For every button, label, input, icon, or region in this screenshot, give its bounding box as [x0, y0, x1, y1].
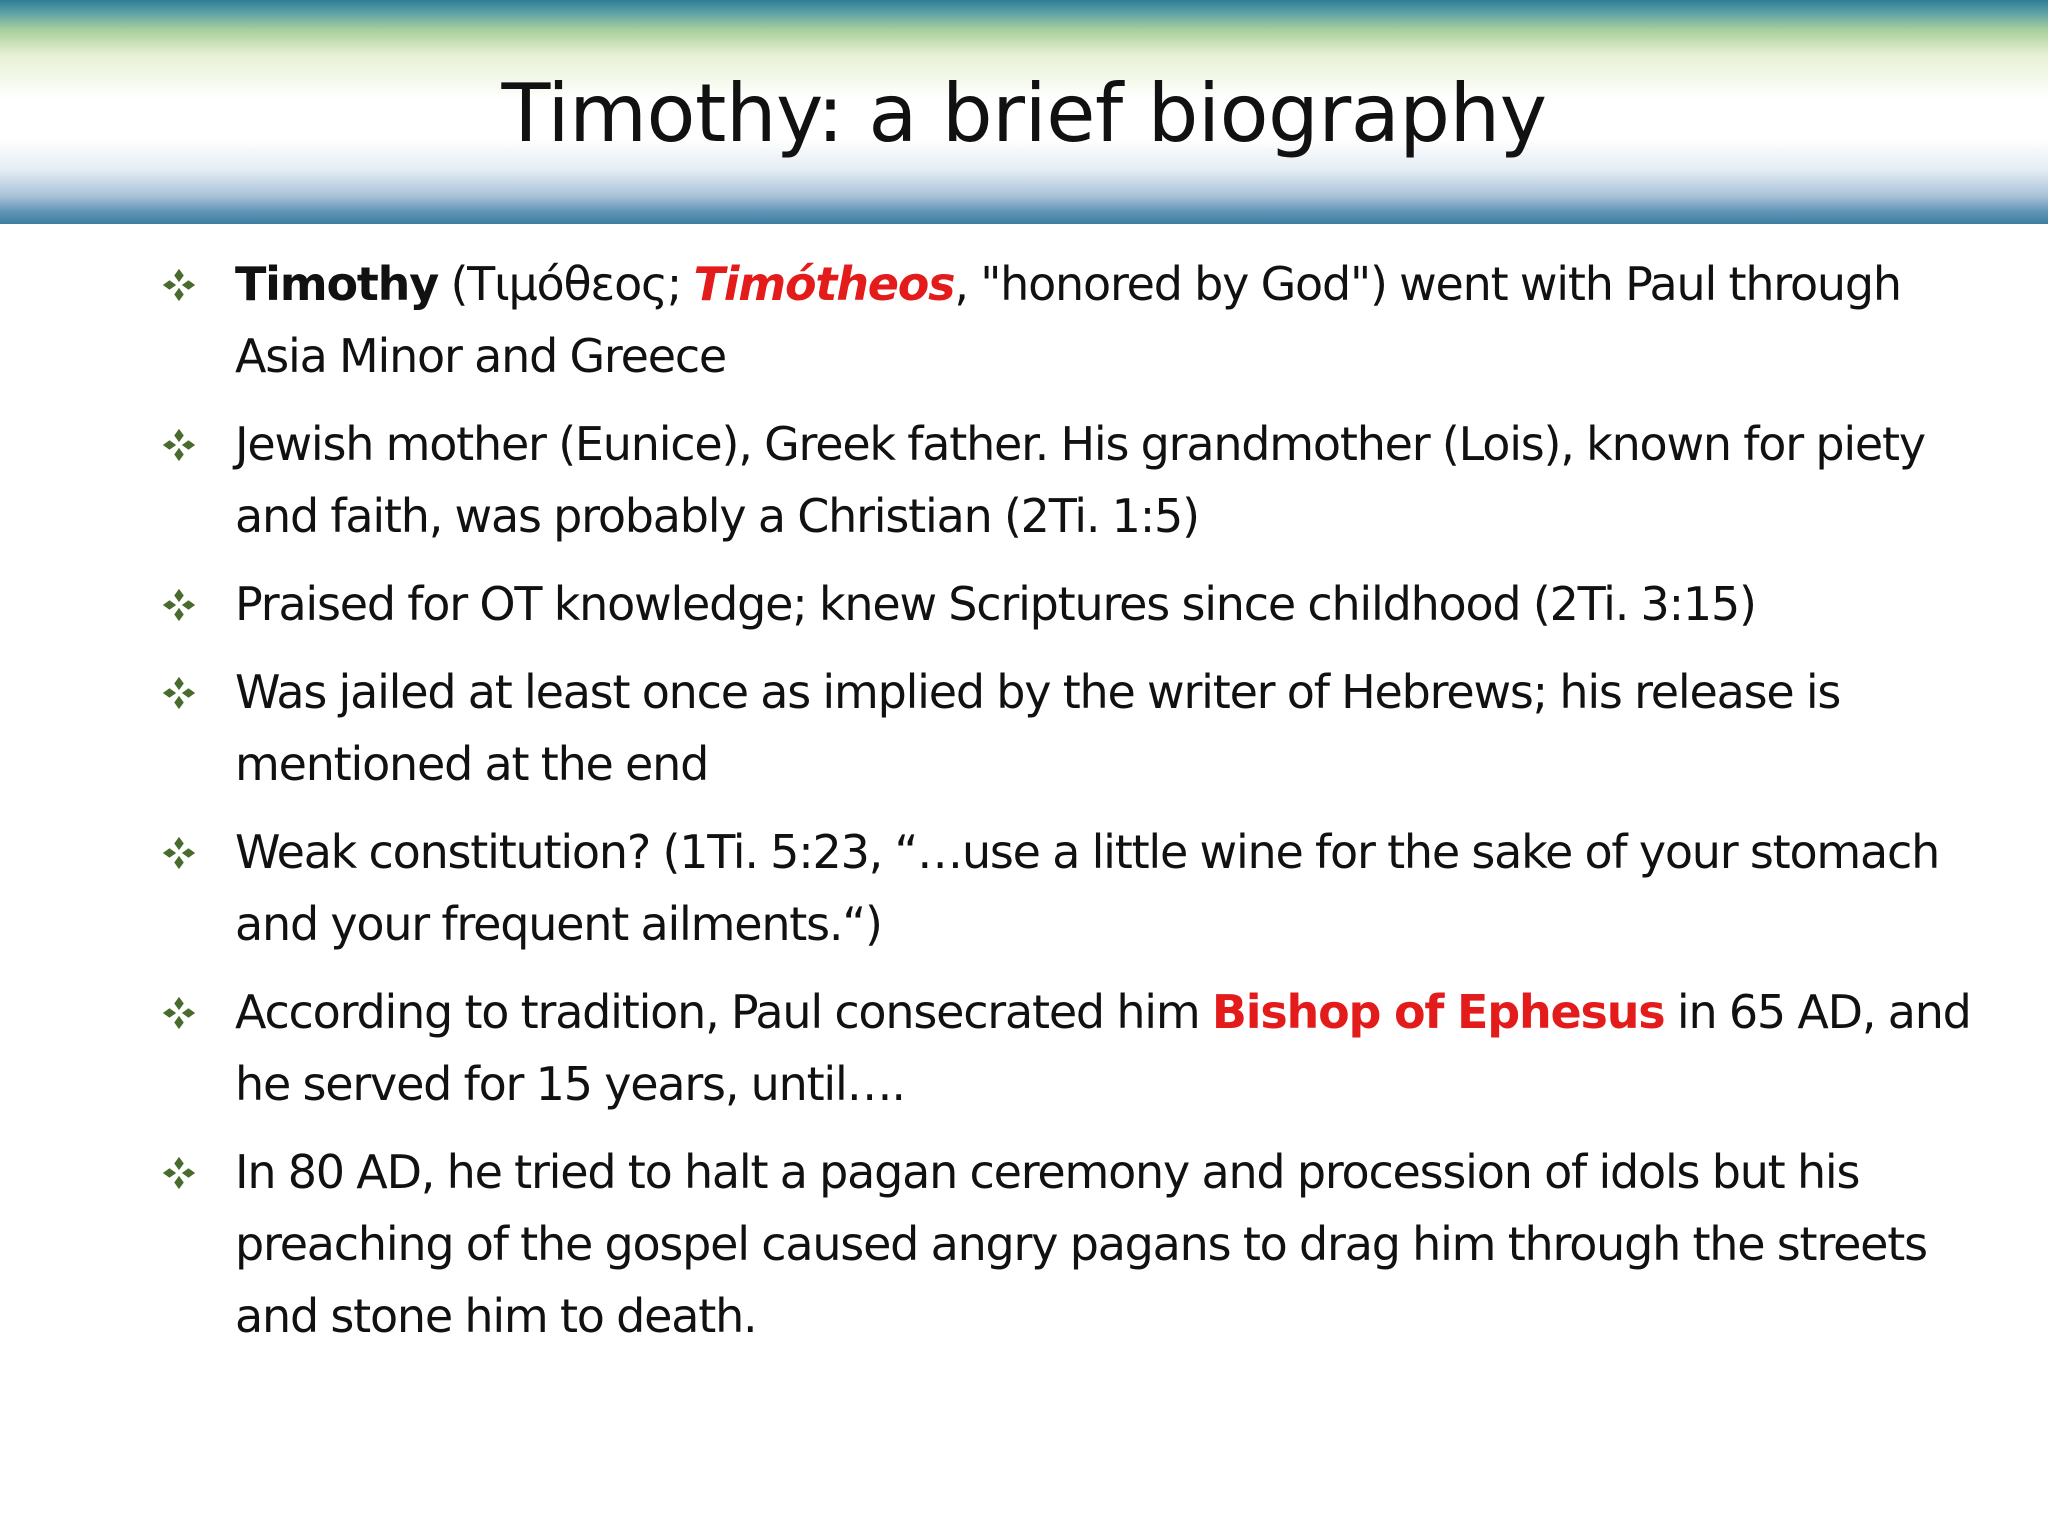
bullet-item: [0, 248, 2048, 392]
diamond-cluster-icon: [160, 994, 198, 1032]
bullet-text: Was jailed at least once as implied by the writer of Hebrews; his release is mentioned at the end: [235, 665, 1841, 791]
slide-title: Timothy: a brief biography: [501, 67, 1547, 160]
bullet-text: Jewish mother (Eunice), Greek father. His grandmother (Lois), known for piety and faith, was probably a Christian (2Ti. 1:5): [235, 417, 1925, 543]
bullet-item: [0, 1136, 2048, 1352]
bullet-item: [0, 976, 2048, 1120]
bullet-text: [235, 976, 1988, 1120]
bullet-text-part: According to tradition, Paul consecrated him: [235, 985, 1212, 1039]
diamond-cluster-icon: [160, 266, 198, 304]
highlight-bishop: Bishop of Ephesus: [1211, 985, 1665, 1039]
diamond-cluster-icon: [160, 586, 198, 624]
bullet-text: In 80 AD, he tried to halt a pagan ceremony and procession of idols but his preaching of the gospel caused angry pagans to drag him through the streets and stone him to death.: [235, 1145, 1927, 1343]
diamond-cluster-icon: [160, 834, 198, 872]
bullet-lead: Timothy: [235, 257, 439, 311]
bullet-text: Weak constitution? (1Ti. 5:23, “…use a little wine for the sake of your stomach and your frequent ailments.“): [235, 825, 1940, 951]
bullet-text-part: (Τιμόθεος;: [438, 257, 694, 311]
bullet-list: [0, 248, 2048, 1368]
diamond-cluster-icon: [160, 674, 198, 712]
bullet-item: [0, 408, 2048, 552]
diamond-cluster-icon: [160, 1154, 198, 1192]
bullet-item: [0, 816, 2048, 960]
highlight-greek-name: Timótheos: [693, 257, 955, 311]
bullet-text: Praised for OT knowledge; knew Scriptures since childhood (2Ti. 3:15): [235, 577, 1756, 631]
bullet-item: [0, 568, 2048, 640]
bullet-text: [235, 248, 1988, 392]
bullet-item: [0, 656, 2048, 800]
bullet-text-part: , "honored by God") went with Paul through Asia Minor and Greece: [235, 257, 1901, 383]
bullet-text-part: in 65 AD, and he served for 15 years, until….: [235, 985, 1971, 1111]
diamond-cluster-icon: [160, 426, 198, 464]
